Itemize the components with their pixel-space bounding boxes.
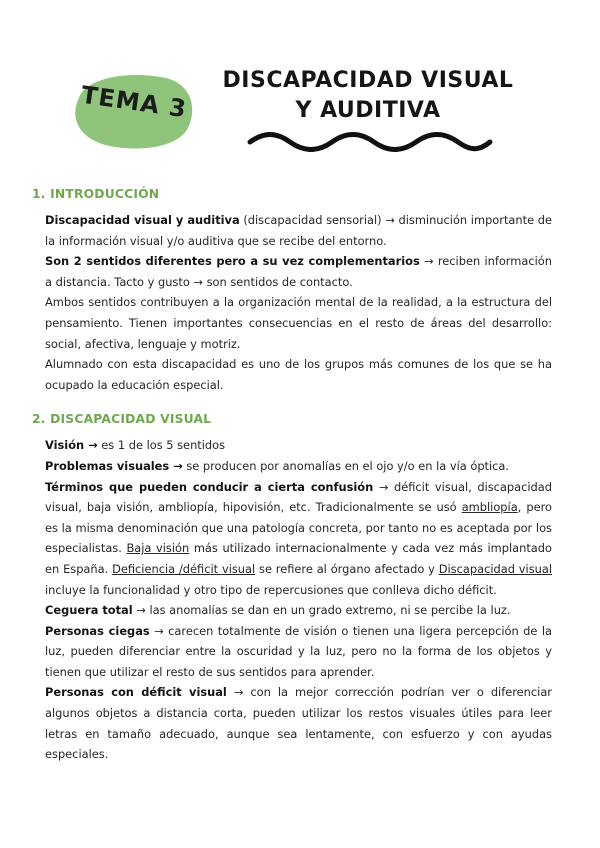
section-title-discapacidad-visual: 2. DISCAPACIDAD VISUAL <box>32 412 212 427</box>
text: → reciben información a distancia. Tacto y gusto → son sentidos de contacto. <box>45 254 552 289</box>
text: incluye la funcionalidad y otro tipo de repercusiones que conlleva dicho déficit. <box>45 582 497 597</box>
paragraph <box>45 621 552 683</box>
text: se refiere al órgano afectado y <box>255 561 439 576</box>
text: → carecen totalmente de visión o tienen una ligera percepción de la luz, pueden diferenciar entre la oscuridad y la luz, pero no la forma de los objetos y tienen que utilizar el resto de sus sentidos para aprender. <box>45 623 552 679</box>
paragraph: Ambos sentidos contribuyen a la organización mental de la realidad, a la estructura del pensamiento. Tienen importantes consecuencias en el resto de áreas del desarrollo: social, afectiva, lenguaje y motriz. <box>45 295 552 351</box>
text: → con la mejor corrección podrían ver o diferenciar algunos objetos a distancia corta, pueden utilizar los restos visuales útiles para leer letras en tamaño adecuado, aunque sea lentamente, con esfuerzo y con ayudas especiales. <box>45 685 552 762</box>
term-bold: Ceguera total <box>45 603 133 618</box>
paragraph: Alumnado con esta discapacidad es uno de los grupos más comunes de los que se ha ocupado la educación especial. <box>45 357 552 392</box>
section-title-introduccion: 1. INTRODUCCIÓN <box>32 187 160 201</box>
title-line-1: DISCAPACIDAD VISUAL <box>222 68 514 93</box>
document-body <box>32 180 552 765</box>
text: (discapacidad sensorial) → disminución importante de la información visual y/o auditiva que se recibe del entorno. <box>45 213 553 248</box>
text: se producen por anomalías en el ojo y/o en la vía óptica. <box>182 458 510 473</box>
term-bold: Personas con déficit visual <box>45 685 227 700</box>
term-bold: Visión → <box>45 438 98 453</box>
underlined-term: Baja visión <box>126 541 190 556</box>
paragraph <box>45 456 552 477</box>
term-bold: Discapacidad visual y auditiva <box>45 213 240 227</box>
paragraph <box>45 682 552 764</box>
term-bold: Personas ciegas <box>45 623 150 638</box>
text: → déficit visual, discapacidad visual, baja visión, ambliopía, hipovisión, etc. Tradicionalmente se usó <box>45 479 552 515</box>
tema-label: TEMA 3 <box>79 80 189 124</box>
underlined-term: Deficiencia /déficit visual <box>112 561 256 576</box>
page-title <box>218 66 518 126</box>
term-bold: Términos que pueden conducir a cierta confusión <box>45 479 374 494</box>
paragraph <box>45 477 552 601</box>
wavy-underline <box>246 128 494 152</box>
term-bold: Son 2 sentidos diferentes pero a su vez complementarios <box>45 254 420 269</box>
underlined-term: ambliopía <box>461 500 518 515</box>
text: más utilizado internacionalmente y cada vez más implantado en España. <box>45 541 552 576</box>
title-line-2: Y AUDITIVA <box>295 98 441 123</box>
term-bold: Problemas visuales → <box>45 458 183 473</box>
text: → las anomalías se dan en un grado extremo, ni se percibe la luz. <box>132 603 511 618</box>
text: es 1 de los 5 sentidos <box>97 438 226 453</box>
page-header <box>0 0 600 170</box>
wave-stroke <box>250 135 490 150</box>
paragraph <box>45 435 552 456</box>
paragraph <box>45 210 552 251</box>
underlined-term: Discapacidad visual <box>438 561 552 576</box>
text: , pero es la misma denominación que una patología concreta, por tanto no es aceptada por los especialistas. <box>45 500 552 556</box>
paragraph <box>45 251 552 292</box>
paragraph <box>45 600 552 621</box>
